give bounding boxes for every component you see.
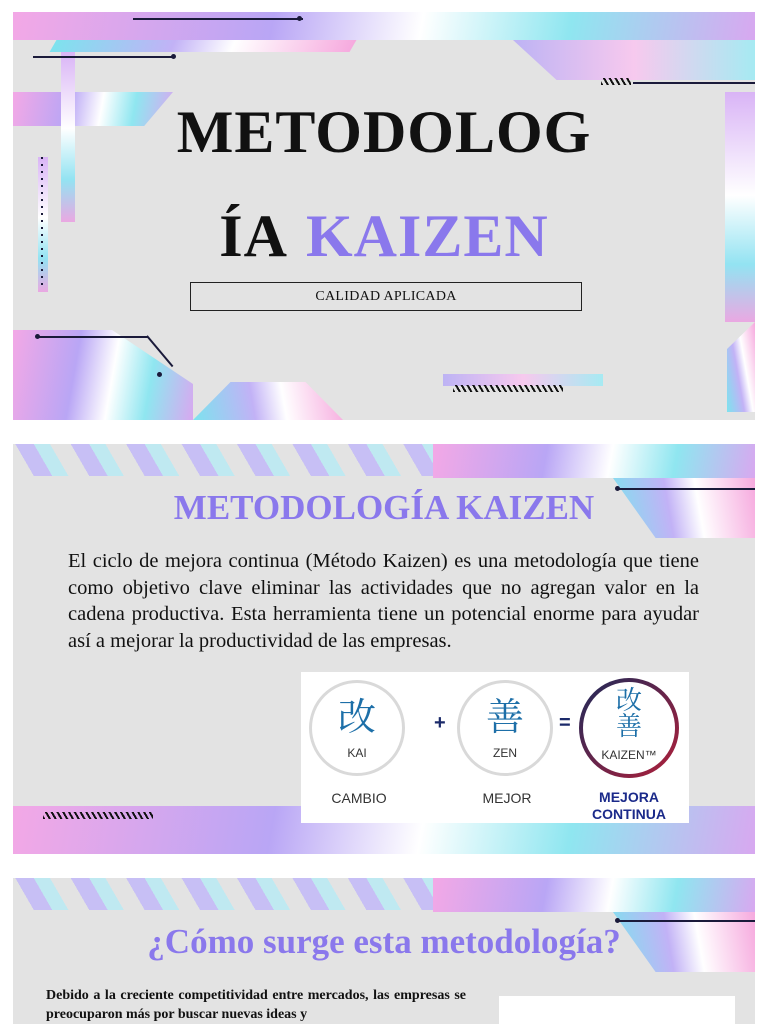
page-title-line1: METODOLOG [176, 99, 592, 165]
zen-circle [457, 680, 553, 776]
kai-kanji: 改 [337, 695, 376, 739]
zen-caption: MEJOR [482, 790, 532, 806]
kai-caption: CAMBIO [331, 790, 387, 806]
top-holo-stripes [13, 444, 433, 476]
kai-circle [309, 680, 405, 776]
zen-kanji: 善 [485, 695, 524, 739]
circuit-line [133, 18, 303, 20]
page-title-line2 [13, 202, 755, 271]
kaizen-caption [574, 789, 684, 823]
top-right-holo-band [433, 878, 755, 912]
kaizen-kanji-bottom: 善 [615, 712, 642, 742]
dash-marks [601, 78, 631, 85]
kai-word: KAI [347, 746, 367, 760]
bottom-holo-trapezoid [193, 382, 343, 420]
illustration-image [499, 996, 735, 1024]
top-right-holo-shape [513, 40, 755, 80]
kaizen-caption-line2: CONTINUA [592, 806, 666, 822]
circuit-dot [171, 54, 176, 59]
kaizen-word: KAIZEN™ [601, 748, 657, 762]
kaizen-caption-line1: MEJORA [599, 789, 659, 805]
section-title: ¿Cómo surge esta metodología? [147, 922, 621, 961]
slide-title [13, 12, 755, 420]
hatch-marks [43, 812, 153, 819]
circuit-dot [297, 16, 302, 21]
top-holo-band [13, 12, 755, 40]
equals-sign: = [559, 712, 571, 734]
zen-word: ZEN [493, 746, 517, 760]
top-holo-stripes [13, 878, 433, 910]
section-title: METODOLOGÍA KAIZEN [173, 488, 595, 527]
circuit-line [38, 336, 148, 338]
body-paragraph: El ciclo de mejora continua (Método Kaizen) es una metodología que tiene como objetivo clave eliminar las actividades que no agregan valor en la cadena productiva. Esta herramienta tiene un potencial enorme para ayudar así a mejorar la productividad de las empresas. [68, 550, 699, 652]
bottom-left-holo-shape [13, 330, 193, 420]
circuit-line [633, 82, 755, 84]
circuit-dot [35, 334, 40, 339]
title-accent: KAIZEN [305, 203, 549, 269]
circuit-dot [157, 372, 162, 377]
kaizen-kanji [583, 688, 675, 740]
body-paragraph: Debido a la creciente competitividad entre mercados, las empresas se preocuparon más por buscar nuevas ideas y [46, 988, 466, 1022]
right-lower-holo-shape [727, 322, 755, 412]
kaizen-diagram [301, 672, 689, 823]
kaizen-kanji-top: 改 [615, 686, 642, 716]
top-right-holo-band [433, 444, 755, 478]
title-prefix: ÍA [219, 203, 288, 269]
slide-origin [13, 878, 755, 1024]
subtitle-box: CALIDAD APLICADA [190, 282, 582, 311]
kaizen-circle [579, 678, 679, 778]
slide-definition [13, 444, 755, 854]
top-holo-strip [50, 40, 357, 52]
circuit-line [33, 56, 173, 58]
plus-sign: + [434, 712, 446, 734]
hatch-marks [453, 385, 563, 392]
